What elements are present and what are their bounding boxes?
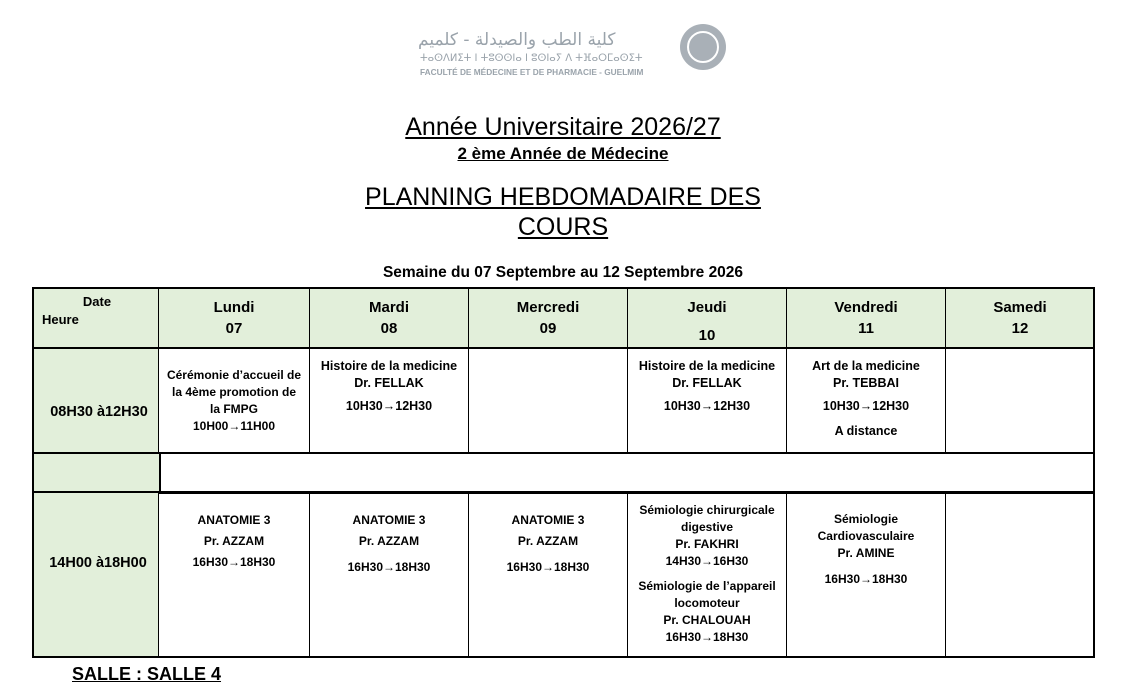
course-line: Dr. FELLAK bbox=[672, 376, 742, 390]
day-header-jeudi bbox=[628, 297, 786, 346]
day-date: 07 bbox=[225, 320, 243, 337]
course-line: Pr. CHALOUAH bbox=[663, 613, 751, 627]
course-line: Sémiologie de l’appareil bbox=[638, 579, 776, 593]
day-name: Mercredi bbox=[516, 299, 580, 316]
planning-title-line2: COURS bbox=[517, 213, 609, 241]
faculty-logo bbox=[418, 22, 718, 84]
day-name: Lundi bbox=[213, 299, 255, 316]
course-line: Cérémonie d’accueil de bbox=[166, 368, 302, 382]
day-date: 10 bbox=[698, 327, 716, 344]
logo-arabic-text: كلية الطب والصيدلة - كلميم bbox=[418, 30, 616, 50]
day-header-mercredi bbox=[469, 297, 627, 339]
course-line: 16H30→18H30 bbox=[506, 560, 590, 574]
course-line: A distance bbox=[834, 424, 898, 438]
course-mardi-morning bbox=[310, 358, 468, 415]
corner-heure-label: Heure bbox=[42, 312, 79, 327]
day-date: 08 bbox=[380, 320, 398, 337]
course-jeudi-morning bbox=[628, 358, 786, 415]
day-header-samedi bbox=[946, 297, 1094, 339]
course-line: Dr. FELLAK bbox=[354, 376, 424, 390]
course-line: Pr. AZZAM bbox=[517, 534, 579, 548]
day-header-lundi bbox=[159, 297, 309, 339]
course-line: Pr. FAKHRI bbox=[675, 537, 739, 551]
course-line: 10H30→12H30 bbox=[345, 399, 433, 413]
logo-french-text: FACULTÉ DE MÉDECINE ET DE PHARMACIE - GUELMIM bbox=[420, 67, 644, 77]
course-line: locomoteur bbox=[674, 596, 740, 610]
course-jeudi-afternoon bbox=[628, 502, 786, 646]
course-line: digestive bbox=[680, 520, 734, 534]
course-line: ANATOMIE 3 bbox=[197, 513, 271, 527]
course-line: Pr. AZZAM bbox=[203, 534, 265, 548]
course-vendredi-afternoon bbox=[787, 511, 945, 588]
course-line: ANATOMIE 3 bbox=[352, 513, 426, 527]
day-name: Mardi bbox=[368, 299, 409, 316]
break-row bbox=[32, 452, 1095, 494]
day-name: Samedi bbox=[993, 299, 1047, 316]
course-line: 10H30→12H30 bbox=[663, 399, 751, 413]
slot-morning-label: 08H30 à12H30 bbox=[50, 404, 148, 420]
course-mardi-afternoon bbox=[310, 510, 468, 578]
day-date: 09 bbox=[539, 320, 557, 337]
day-date: 11 bbox=[858, 320, 874, 337]
day-date: 12 bbox=[1011, 320, 1029, 337]
course-line: Pr. AMINE bbox=[837, 546, 895, 560]
course-line: Histoire de la medicine bbox=[638, 359, 776, 373]
course-line: 16H30→18H30 bbox=[665, 630, 749, 644]
day-name: Vendredi bbox=[834, 299, 898, 316]
course-line: 10H00→11H00 bbox=[192, 419, 276, 433]
course-line: Pr. TEBBAI bbox=[833, 376, 899, 390]
course-line: Sémiologie chirurgicale bbox=[639, 503, 775, 517]
day-name: Jeudi bbox=[687, 299, 727, 316]
faculty-seal-icon bbox=[680, 24, 726, 70]
day-header-vendredi bbox=[787, 297, 945, 339]
slot-afternoon-label: 14H00 à18H00 bbox=[49, 555, 147, 571]
room-label: SALLE : SALLE 4 bbox=[72, 664, 222, 684]
planning-title-line1: PLANNING HEBDOMADAIRE DES bbox=[365, 183, 761, 211]
course-line: 16H30→18H30 bbox=[192, 555, 276, 569]
course-lundi-afternoon bbox=[159, 510, 309, 573]
course-line: la FMPG bbox=[209, 402, 258, 416]
course-line: 16H30→18H30 bbox=[824, 572, 908, 586]
course-vendredi-morning bbox=[787, 358, 945, 440]
week-range: Semaine du 07 Septembre au 12 Septembre 2026 bbox=[382, 264, 744, 281]
course-line: la 4ème promotion de bbox=[171, 385, 297, 399]
course-line: 16H30→18H30 bbox=[347, 560, 431, 574]
course-line: Sémiologie bbox=[833, 512, 898, 526]
corner-date-label: Date bbox=[82, 294, 112, 309]
course-line: Pr. AZZAM bbox=[358, 534, 420, 548]
course-line: Art de la medicine bbox=[812, 359, 920, 373]
course-lundi-morning bbox=[159, 367, 309, 435]
course-line: ANATOMIE 3 bbox=[511, 513, 585, 527]
logo-tifinagh-text: ⵜⴰⵙⴷⵍⵉⵜ ⵏ ⵜⵓⵙⵙⵏⴰ ⵏ ⵓⵙⵏⴰⵢ ⴷ ⵜⴼⴰⵔⵎⴰⵙⵉⵜ bbox=[420, 53, 643, 64]
course-line: 10H30→12H30 bbox=[822, 399, 910, 413]
day-header-mardi bbox=[310, 297, 468, 339]
course-line: Histoire de la medicine bbox=[320, 359, 458, 373]
academic-year-title: Année Universitaire 2026/27 bbox=[405, 113, 721, 141]
course-line: Cardiovasculaire bbox=[817, 529, 915, 543]
course-line: 14H30→16H30 bbox=[665, 554, 749, 568]
study-level: 2 ème Année de Médecine bbox=[457, 144, 669, 163]
course-mercredi-afternoon bbox=[469, 510, 627, 578]
